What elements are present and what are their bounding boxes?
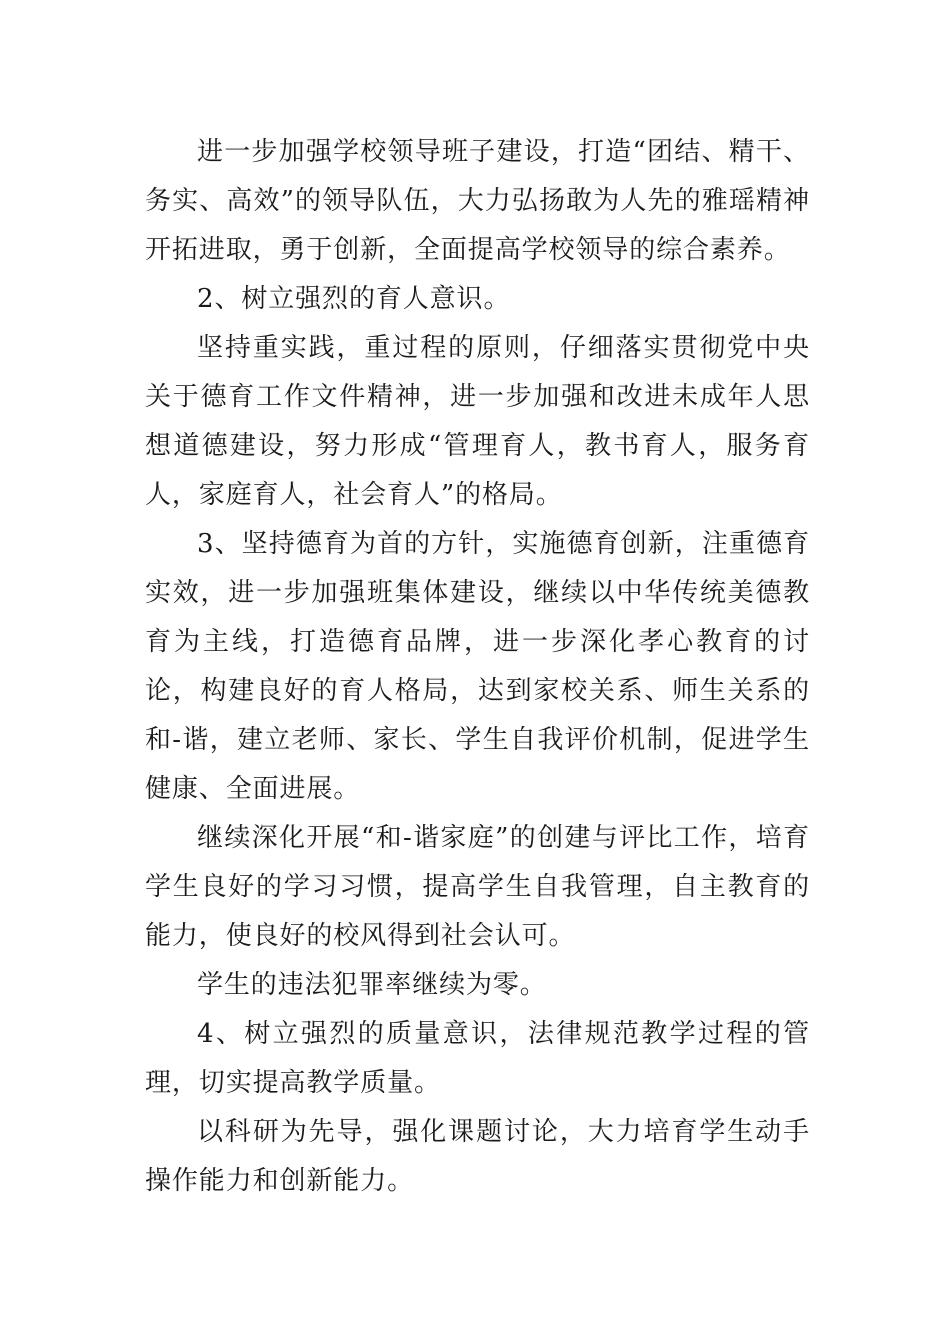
paragraph-crime-rate: 学生的违法犯罪率继续为零。 — [197, 970, 547, 1000]
document-body — [145, 128, 810, 1206]
paragraph-harmonious-family: 继续深化开展“和-谐家庭”的创建与评比工作，培育学生良好的学习习惯，提高学生自我管理，自主教育的能力，使良好的校风得到社会认可。 — [145, 823, 810, 951]
paragraph-item-3: 3、坚持德育为首的方针，实施德育创新，注重德育实效，进一步加强班集体建设，继续以中华传统美德教育为主线，打造德育品牌，进一步深化孝心教育的讨论，构建良好的育人格局，达到家校关系、师生关系的和-谐，建立老师、家长、学生自我评价机制，促进学生健康、全面进展。 — [145, 529, 810, 804]
paragraph-leadership: 进一步加强学校领导班子建设，打造“团结、精干、务实、高效”的领导队伍，大力弘扬敢为人先的雅瑶精神开拓进取，勇于创新，全面提高学校领导的综合素养。 — [145, 137, 810, 265]
paragraph-item-2-heading: 2、树立强烈的育人意识。 — [197, 284, 511, 314]
paragraph-moral-education: 坚持重实践，重过程的原则，仔细落实贯彻党中央关于德育工作文件精神，进一步加强和改进未成年人思想道德建设，努力形成“管理育人，教书育人，服务育人，家庭育人，社会育人”的格局。 — [145, 333, 810, 510]
paragraph-research: 以科研为先导，强化课题讨论，大力培育学生动手操作能力和创新能力。 — [145, 1117, 810, 1196]
paragraph-item-4: 4、树立强烈的质量意识，法律规范教学过程的管理，切实提高教学质量。 — [145, 1019, 810, 1098]
